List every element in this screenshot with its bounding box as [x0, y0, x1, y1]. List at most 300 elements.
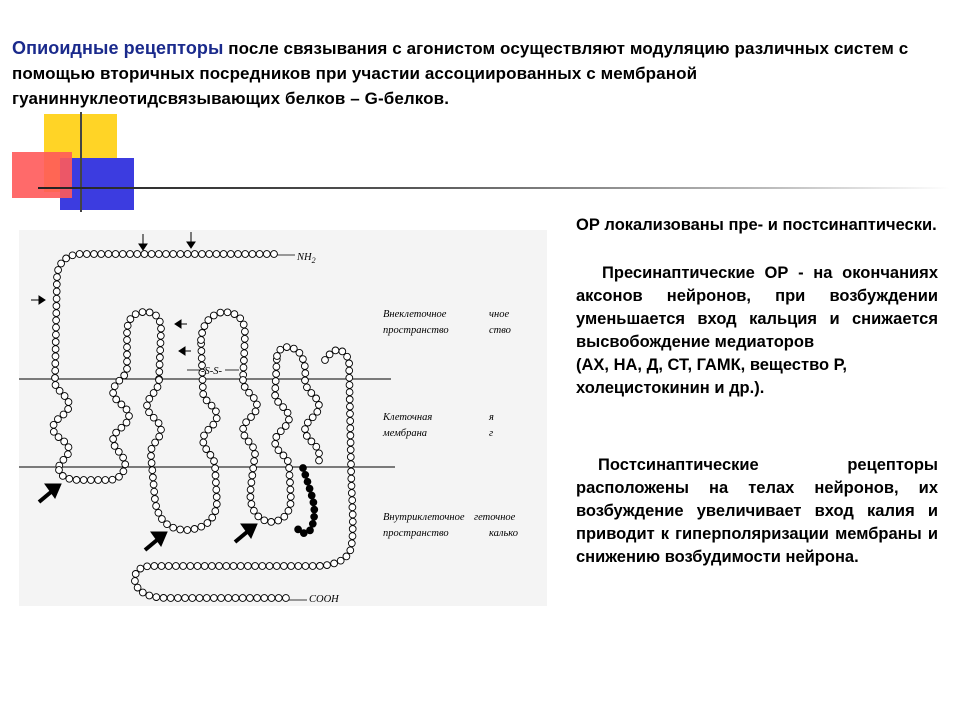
residue [127, 251, 134, 258]
residue [287, 501, 294, 508]
residue [213, 251, 220, 258]
residue [105, 251, 112, 258]
region-extracellular-1: Внеклеточное [383, 309, 447, 320]
residue [65, 451, 72, 458]
residue [213, 494, 220, 501]
residue [272, 385, 279, 392]
residue [349, 497, 356, 504]
residue [184, 527, 191, 534]
residue [324, 562, 331, 569]
title-accent: Опиоидные рецепторы [12, 38, 224, 58]
residue-phosphorylated [311, 513, 318, 520]
residue [182, 595, 189, 602]
residue [177, 251, 184, 258]
residue [348, 468, 355, 475]
residue [141, 251, 148, 258]
residue [268, 595, 275, 602]
residue [157, 347, 164, 354]
residue [247, 494, 254, 501]
residue [201, 563, 208, 570]
residue [170, 251, 177, 258]
residue [153, 594, 160, 601]
residue [273, 371, 280, 378]
residue [211, 595, 218, 602]
residue [110, 436, 117, 443]
residue [251, 458, 258, 465]
residue [302, 377, 309, 384]
residue [88, 477, 95, 484]
residue [150, 414, 157, 421]
receptor-diagram [19, 230, 547, 606]
region-membrane-2: мембрана [383, 428, 428, 439]
residue [284, 409, 291, 416]
residue [254, 401, 261, 408]
residue [348, 461, 355, 468]
residue [159, 516, 166, 523]
residue [217, 309, 224, 316]
residue [302, 426, 309, 433]
residue [247, 486, 254, 493]
residue [240, 321, 247, 328]
region-extracellular-ghost-1: чное [489, 309, 510, 320]
residue [275, 399, 282, 406]
residue [203, 446, 210, 453]
residue [120, 454, 127, 461]
residue-phosphorylated [295, 526, 302, 533]
residue [155, 251, 162, 258]
decor-horizontal-line [38, 187, 950, 189]
residue [201, 432, 208, 439]
residue [277, 346, 284, 353]
residue [237, 563, 244, 570]
residue [240, 425, 247, 432]
residue [139, 309, 146, 316]
residue [347, 425, 354, 432]
residue [52, 339, 59, 346]
residue [237, 315, 244, 322]
residue [119, 251, 126, 258]
residue [331, 560, 338, 567]
paragraph-localization: ОР локализованы пре- и постсинаптически. [576, 216, 937, 234]
residue [187, 563, 194, 570]
residue [285, 507, 292, 514]
residue [153, 312, 160, 319]
residue [213, 501, 220, 508]
residue-phosphorylated [302, 471, 309, 478]
residue [212, 472, 219, 479]
residue [287, 493, 294, 500]
residue [156, 318, 163, 325]
residue [198, 337, 205, 344]
residue [227, 251, 234, 258]
residue [349, 504, 356, 511]
residue [83, 251, 90, 258]
residue [201, 323, 208, 330]
region-membrane-ghost-1: я [489, 412, 494, 423]
residue [200, 391, 207, 398]
residue [132, 578, 139, 585]
residue [152, 496, 159, 503]
residue [348, 540, 355, 547]
residue [113, 396, 120, 403]
residue [256, 251, 263, 258]
residue [157, 354, 164, 361]
residue [273, 434, 280, 441]
residue [241, 343, 248, 350]
residue [113, 429, 120, 436]
residue [308, 438, 315, 445]
residue [263, 251, 270, 258]
residue [273, 563, 280, 570]
residue [316, 450, 323, 457]
residue [53, 324, 60, 331]
residue [65, 444, 72, 451]
residue [242, 251, 249, 258]
residue [180, 563, 187, 570]
residue [126, 413, 133, 420]
residue [200, 439, 207, 446]
residue [347, 418, 354, 425]
residue [275, 595, 282, 602]
residue [273, 363, 280, 370]
residue [349, 511, 356, 518]
residue [346, 367, 353, 374]
residue [175, 595, 182, 602]
residue [50, 421, 57, 428]
residue [61, 393, 68, 400]
residue [210, 312, 217, 319]
residue [156, 361, 163, 368]
residue [252, 451, 259, 458]
residue [198, 523, 205, 530]
residue [109, 476, 116, 483]
residue [302, 563, 309, 570]
residue [53, 310, 60, 317]
residue [216, 563, 223, 570]
residue [53, 303, 60, 310]
residue [69, 252, 76, 259]
residue [242, 328, 249, 335]
residue [91, 251, 98, 258]
residue-phosphorylated [309, 520, 316, 527]
residue [157, 340, 164, 347]
residue [198, 355, 205, 362]
residue [156, 377, 163, 384]
disulfide-label: -S-S- [201, 366, 222, 377]
residue [164, 521, 171, 528]
residue [347, 410, 354, 417]
residue [148, 453, 155, 460]
residue [218, 595, 225, 602]
residue [243, 419, 250, 426]
residue [240, 364, 247, 371]
residue [212, 508, 219, 515]
residue [124, 322, 131, 329]
residue [198, 348, 205, 355]
residue [160, 595, 167, 602]
residue [150, 390, 157, 397]
residue [199, 330, 206, 337]
residue [316, 457, 323, 464]
residue [281, 513, 288, 520]
residue [52, 367, 59, 374]
residue [146, 592, 153, 599]
residue [163, 251, 170, 258]
region-membrane-1: Клеточная [383, 412, 433, 423]
residue [204, 520, 211, 527]
residue [213, 479, 220, 486]
residue [150, 481, 157, 488]
residue [317, 563, 324, 570]
residue [158, 325, 165, 332]
residue-phosphorylated [304, 478, 311, 485]
residue [153, 503, 160, 510]
residue [206, 251, 213, 258]
residue [275, 447, 282, 454]
residue [53, 331, 60, 338]
residue [346, 396, 353, 403]
residue [184, 251, 191, 258]
residue [165, 563, 172, 570]
residue [251, 507, 258, 514]
residue [301, 363, 308, 370]
residue [240, 377, 247, 384]
residue [191, 251, 198, 258]
residue [111, 443, 118, 450]
residue [254, 595, 261, 602]
residue [158, 563, 165, 570]
region-extracellular-2: пространство [383, 325, 449, 336]
residue [173, 563, 180, 570]
slide-title [12, 36, 952, 111]
residue [283, 595, 290, 602]
residue [220, 251, 227, 258]
residue [250, 395, 257, 402]
residue [252, 563, 259, 570]
residue [313, 443, 320, 450]
residue [209, 563, 216, 570]
residue [287, 486, 294, 493]
residue-phosphorylated [306, 485, 313, 492]
residue [271, 251, 278, 258]
nh2-label: $NH_2$ [297, 252, 316, 265]
residue [224, 309, 231, 316]
residue [155, 509, 162, 516]
residue [55, 267, 62, 274]
residue [148, 445, 155, 452]
residue [151, 488, 158, 495]
residue [66, 475, 73, 482]
residue [255, 513, 262, 520]
residue [347, 432, 354, 439]
residue [52, 353, 59, 360]
residue [347, 454, 354, 461]
residue [349, 518, 356, 525]
residue [52, 360, 59, 367]
residue [156, 433, 163, 440]
residue [156, 368, 163, 375]
residue [347, 547, 354, 554]
residue-phosphorylated [308, 492, 315, 499]
paragraph-postsynaptic: Постсинаптические рецепторы расположены на телах нейронов, их возбуждение увеличивает вход калия и приводит к гиперполяризации мембраны и снижению возбудимости нейрона. [576, 456, 938, 566]
residue [300, 356, 307, 363]
residue [196, 595, 203, 602]
residue [189, 595, 196, 602]
residue [191, 526, 198, 533]
residue [124, 365, 131, 372]
residue [152, 439, 159, 446]
residue [349, 526, 356, 533]
residue [132, 571, 139, 578]
residue [223, 563, 230, 570]
residue [155, 420, 162, 427]
residue [322, 357, 329, 364]
residue [203, 595, 210, 602]
residue [146, 395, 153, 402]
residue [347, 403, 354, 410]
residue [332, 347, 339, 354]
residue [287, 479, 294, 486]
residue [132, 311, 139, 318]
residue [73, 477, 80, 484]
residue [349, 533, 356, 540]
residue [95, 477, 102, 484]
residue [231, 311, 238, 318]
residue [52, 375, 59, 382]
residue [232, 595, 239, 602]
residue [207, 452, 214, 459]
residue-phosphorylated [311, 506, 318, 513]
residue [53, 288, 60, 295]
residue [235, 251, 242, 258]
residue [272, 392, 279, 399]
residue [249, 472, 256, 479]
residue [316, 402, 323, 409]
residue [248, 501, 255, 508]
residue [213, 486, 220, 493]
residue [245, 563, 252, 570]
residue [309, 414, 316, 421]
residue [112, 251, 119, 258]
residue [148, 251, 155, 258]
residue [248, 479, 255, 486]
residue [272, 378, 279, 385]
residue [239, 595, 246, 602]
residue [275, 517, 282, 524]
residue [157, 332, 164, 339]
residue [210, 421, 217, 428]
residue [170, 524, 177, 531]
residue [123, 419, 130, 426]
residue [241, 432, 248, 439]
residue [148, 460, 155, 467]
residue [54, 274, 61, 281]
residue [199, 384, 206, 391]
residue [302, 370, 309, 377]
residue [194, 563, 201, 570]
decor-red-square [12, 152, 72, 198]
residue [144, 402, 151, 409]
residue [250, 444, 257, 451]
residue [124, 351, 131, 358]
residue [212, 465, 219, 472]
residue [249, 251, 256, 258]
residue [146, 309, 153, 316]
residue [177, 526, 184, 533]
residue [124, 344, 131, 351]
residue [65, 399, 72, 406]
residue [313, 395, 320, 402]
residue [124, 329, 131, 336]
residue [241, 357, 248, 364]
residue [274, 353, 281, 360]
residue [124, 358, 131, 365]
residue [245, 438, 252, 445]
residue [209, 514, 216, 521]
residue [348, 482, 355, 489]
residue [286, 416, 293, 423]
residue [268, 519, 275, 526]
residue [259, 563, 266, 570]
residue [124, 337, 131, 344]
residue [76, 251, 83, 258]
residue [283, 344, 290, 351]
residue [230, 563, 237, 570]
residue [53, 295, 60, 302]
residue [213, 415, 220, 422]
region-extracellular-ghost-2: ство [489, 325, 511, 336]
residue-phosphorylated [310, 499, 317, 506]
cooh-label: COOH [309, 594, 339, 605]
residue [203, 397, 210, 404]
residue-phosphorylated [300, 465, 307, 472]
residue [150, 474, 157, 481]
residue [347, 439, 354, 446]
residue [261, 517, 268, 524]
residue [252, 408, 259, 415]
region-intracellular-2: пространство [383, 528, 449, 539]
residue [272, 440, 279, 447]
residue [304, 384, 311, 391]
residue [346, 374, 353, 381]
residue [348, 490, 355, 497]
residue [288, 563, 295, 570]
residue [199, 251, 206, 258]
residue [53, 317, 60, 324]
residue [346, 360, 353, 367]
residue [149, 467, 156, 474]
residue [122, 461, 129, 468]
residue [55, 434, 62, 441]
residue [266, 563, 273, 570]
residue [52, 346, 59, 353]
residue [116, 377, 123, 384]
residue [250, 465, 257, 472]
residue [261, 595, 268, 602]
residue [102, 477, 109, 484]
residue [346, 389, 353, 396]
residue [53, 281, 60, 288]
residue [60, 411, 67, 418]
region-intracellular-ghost-2: калько [489, 528, 519, 539]
residue [158, 426, 165, 433]
residue [286, 465, 293, 472]
residue [308, 390, 315, 397]
residue [121, 372, 128, 379]
residue [347, 446, 354, 453]
residue [134, 251, 141, 258]
residue [296, 349, 303, 356]
